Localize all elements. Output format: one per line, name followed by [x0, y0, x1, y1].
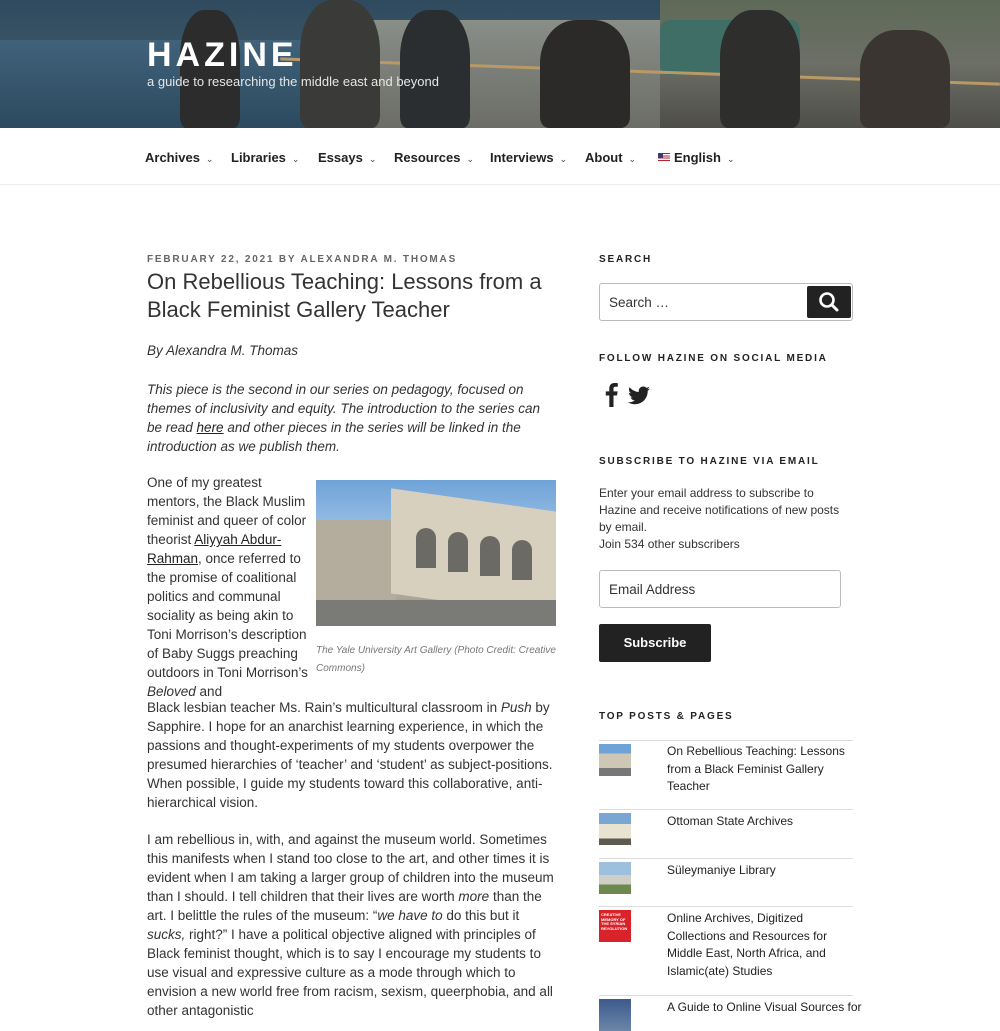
chevron-down-icon: ⌄: [628, 154, 637, 164]
chevron-down-icon: ⌄: [368, 154, 377, 164]
facebook-icon[interactable]: [602, 381, 624, 407]
subscriber-count: Join 534 other subscribers: [599, 537, 740, 551]
post-thumbnail[interactable]: [599, 910, 631, 942]
twitter-icon[interactable]: [627, 381, 651, 407]
paragraph-text: , once referred to the promise of coalitional politics and communal sociality as being akin to Toni Morrison’s description of Baby Suggs preaching outdoors in Toni Morrison’s: [147, 551, 308, 680]
paragraph-text: One of my greatest mentors, the Black Muslim feminist and queer of color theorist: [147, 475, 307, 547]
paragraph-emphasis: we have to: [377, 908, 443, 923]
header-photo-figure: [540, 20, 630, 128]
top-posts-heading: TOP POSTS & PAGES: [599, 711, 734, 722]
paragraph-text: do this but it: [442, 908, 520, 923]
chevron-down-icon: ⌄: [205, 154, 214, 164]
post-author[interactable]: ALEXANDRA M. THOMAS: [300, 254, 458, 265]
photo-arch: [416, 528, 436, 568]
post-thumbnail[interactable]: [599, 813, 631, 845]
us-flag-icon: [658, 153, 670, 161]
nav-label: Resources: [394, 150, 461, 165]
list-item: [599, 906, 853, 995]
top-post-link[interactable]: On Rebellious Teaching: Lessons from a Black Feminist Gallery Teacher: [667, 744, 845, 793]
paragraph-text: I am rebellious in, with, and against the museum world. Sometimes this manifests when I stand too close to the art, and other times it is evident when I am taking a larger group of children into the museum than I should. I tell children that their lives are worth: [147, 832, 554, 904]
paragraph-emphasis: Beloved: [147, 684, 196, 699]
post-intro: [147, 380, 557, 456]
post-thumbnail[interactable]: [599, 999, 631, 1031]
search-input[interactable]: [600, 284, 806, 320]
search-heading: SEARCH: [599, 254, 653, 265]
post-thumbnail[interactable]: [599, 862, 631, 894]
search-icon: [807, 286, 851, 318]
top-post-link[interactable]: Süleymaniye Library: [667, 863, 776, 877]
photo-modern-building: [316, 520, 396, 610]
intro-here-link[interactable]: here: [196, 420, 224, 435]
main-navigation: [0, 128, 1000, 185]
subscribe-heading: SUBSCRIBE TO HAZINE VIA EMAIL: [599, 456, 820, 467]
header-photo-figure: [860, 30, 950, 128]
nav-label: Libraries: [231, 150, 286, 165]
photo-arch: [512, 540, 532, 580]
nav-label: Interviews: [490, 150, 554, 165]
chevron-down-icon: ⌄: [559, 154, 568, 164]
nav-item-about[interactable]: [585, 150, 636, 165]
post-paragraph: [147, 830, 557, 1020]
intro-text: and other pieces in the series will be linked in the introduction as we publish them.: [147, 420, 521, 454]
chevron-down-icon: ⌄: [466, 154, 475, 164]
nav-item-language[interactable]: [658, 150, 735, 165]
post-paragraph: [147, 473, 312, 701]
photo-arch: [480, 536, 500, 576]
post-byline: By Alexandra M. Thomas: [147, 343, 299, 358]
chevron-down-icon: ⌄: [726, 154, 735, 164]
nav-label: English: [674, 150, 721, 165]
paragraph-emphasis: Push: [500, 700, 532, 715]
site-tagline: a guide to researching the middle east and beyond: [147, 74, 439, 89]
top-post-link[interactable]: Ottoman State Archives: [667, 814, 794, 828]
top-post-link[interactable]: Online Archives, Digitized Collections and Resources for Middle East, North Africa, and Islamic(ate) Studies: [667, 911, 828, 978]
post-paragraph: [147, 698, 557, 812]
list-item: [599, 809, 853, 858]
post-date[interactable]: FEBRUARY 22, 2021: [147, 254, 275, 265]
post-by: BY: [278, 254, 297, 265]
site-title[interactable]: HAZINE: [147, 36, 298, 74]
subscribe-description: Enter your email address to subscribe to Hazine and receive notifications of new posts by email.: [599, 486, 840, 534]
nav-item-resources[interactable]: [394, 150, 474, 165]
nav-item-interviews[interactable]: [490, 150, 567, 165]
chevron-down-icon: ⌄: [291, 154, 300, 164]
post-meta: [147, 254, 457, 265]
paragraph-text: by Sapphire. I hope for an anarchist learning experience, in which the passions and thought-experiments of my students overpower the presumed hierarchies of ‘teacher’ and ‘student’ as subject-positions. When possible, I guide my students toward this collaborative, anti-hierarchical vision.: [147, 700, 553, 810]
nav-label: About: [585, 150, 623, 165]
photo-street: [316, 600, 556, 626]
image-caption: The Yale University Art Gallery (Photo Credit: Creative Commons): [316, 645, 556, 674]
paragraph-text: right?” I have a political objective aligned with principles of Black feminist thought, which is to say I encourage my students to use visual and expressive culture as a mode through which to envision a new world free from racism, sexism, queerphobia, and all other antagonistic: [147, 927, 553, 1018]
thumbnail-text: CREATIVE MEMORY OF THE SYRIAN REVOLUTION: [601, 912, 628, 931]
paragraph-text: and: [195, 684, 223, 699]
social-heading: FOLLOW HAZINE ON SOCIAL MEDIA: [599, 353, 828, 364]
yale-art-gallery-photo: [316, 480, 556, 626]
site-header: [0, 0, 1000, 128]
list-item: [599, 740, 853, 809]
paragraph-text: than the art. I belittle the rules of the museum: “: [147, 889, 542, 923]
nav-label: Archives: [145, 150, 200, 165]
list-item: [599, 995, 862, 1015]
nav-item-essays[interactable]: [318, 150, 376, 165]
post-title: On Rebellious Teaching: Lessons from a Black Feminist Gallery Teacher: [147, 269, 542, 322]
search-button[interactable]: [807, 286, 851, 318]
photo-arch: [448, 532, 468, 572]
post-thumbnail[interactable]: [599, 744, 631, 776]
paragraph-text: Black lesbian teacher Ms. Rain’s multicultural classroom in: [147, 700, 501, 715]
email-field-wrapper: [599, 570, 841, 608]
nav-label: Essays: [318, 150, 363, 165]
header-photo-figure: [720, 10, 800, 128]
header-photo-figure: [300, 0, 380, 128]
paragraph-emphasis: sucks,: [147, 927, 186, 942]
nav-item-libraries[interactable]: [231, 150, 299, 165]
nav-item-archives[interactable]: [145, 150, 213, 165]
paragraph-emphasis: more: [458, 889, 490, 904]
aliyyah-abdur-rahman-link[interactable]: Aliyyah Abdur-Rahman: [147, 532, 282, 566]
email-field[interactable]: [600, 571, 840, 607]
top-post-link[interactable]: A Guide to Online Visual Sources for: [667, 1000, 862, 1014]
intro-text: This piece is the second in our series on pedagogy, focused on themes of inclusivity and equity. The introduction to the series can be read: [147, 382, 540, 435]
header-photo-figure: [400, 10, 470, 128]
list-item: [599, 858, 853, 906]
subscribe-button[interactable]: Subscribe: [599, 624, 711, 662]
search-form: [599, 283, 853, 321]
